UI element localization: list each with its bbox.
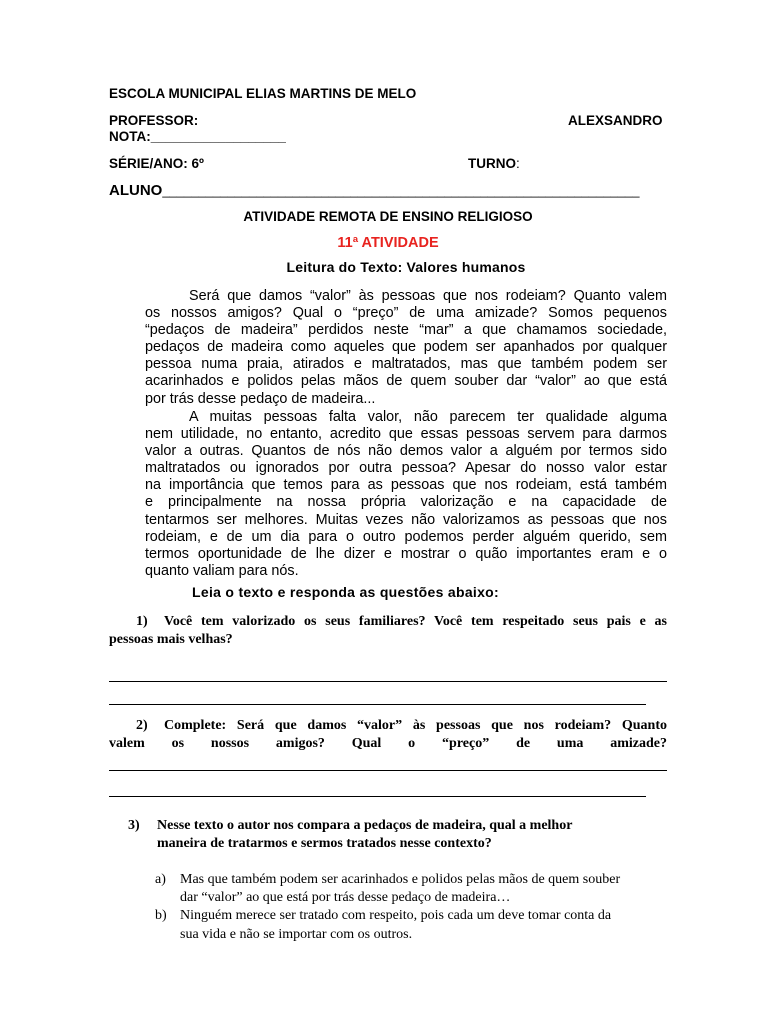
activity-number: 11ª ATIVIDADE bbox=[337, 235, 439, 251]
turno-colon: : bbox=[516, 156, 520, 171]
serie-ano-label: SÉRIE/ANO: 6º bbox=[109, 156, 204, 171]
text-line: por trás desse pedaço de madeira... bbox=[145, 390, 376, 407]
question-3-line-1: Nesse texto o autor nos compara a pedaços de madeira, qual a melhor bbox=[157, 818, 573, 833]
aluno-field[interactable] bbox=[109, 182, 640, 199]
text-line: valor a outras. Quantos de nós não demos valor a alguém por termos sido bbox=[145, 443, 667, 460]
text-line: termos oportunidade de lhe dizer e mostrar o quão importantes eram e o bbox=[145, 545, 667, 562]
school-name: ESCOLA MUNICIPAL ELIAS MARTINS DE MELO bbox=[109, 86, 417, 101]
answer-line[interactable] bbox=[109, 704, 646, 705]
turno-label: TURNO bbox=[468, 156, 516, 171]
question-1-line-1: Você tem valorizado os seus familiares? Você tem respeitado seus pais e as bbox=[164, 614, 667, 629]
activity-title: ATIVIDADE REMOTA DE ENSINO RELIGIOSO bbox=[243, 209, 533, 224]
turno-field[interactable] bbox=[468, 156, 520, 171]
question-3-number: 3) bbox=[128, 818, 140, 833]
text-line: pedaços de madeira como aqueles que podem ser apanhados por qualquer bbox=[145, 339, 667, 356]
answer-line[interactable] bbox=[109, 681, 667, 682]
question-2-number: 2) bbox=[136, 718, 148, 733]
text-line: nem utilidade, no entanto, acredito que essas pessoas servem para darmos bbox=[145, 426, 667, 443]
paragraph-1 bbox=[145, 288, 667, 408]
text-line: os nossos amigos? Qual o “preço” de uma amizade? Somos pequenos bbox=[145, 305, 667, 322]
text-line: “pedaços de madeira” perdidos neste “mar” a que chamamos sociedade, bbox=[145, 322, 667, 339]
paragraph-2 bbox=[145, 409, 667, 580]
text-line: tentarmos ser melhores. Muitas vezes não valorizamos as pessoas que nos bbox=[145, 511, 667, 528]
aluno-line: __________________________________________________________________ bbox=[162, 183, 640, 198]
text-line: rodeiam, e de um dia para o outro podemos perder alguém querido, sem bbox=[145, 528, 667, 545]
question-2-line-2: valem os nossos amigos? Qual o “preço” de uma amizade? bbox=[109, 736, 667, 751]
option-b-label: b) bbox=[155, 908, 167, 923]
option-a-line-1[interactable]: Mas que também podem ser acarinhados e polidos pelas mãos de quem souber bbox=[180, 872, 621, 887]
question-1-line-2: pessoas mais velhas? bbox=[109, 632, 233, 647]
text-line: na importância que temos para as pessoas que nos rodeiam, está também bbox=[145, 477, 667, 494]
option-a-line-2[interactable]: dar “valor” ao que está por trás desse pedaço de madeira… bbox=[180, 890, 511, 905]
text-line: pessoa numa praia, atirados e maltratados, mas que também podem ser bbox=[145, 356, 667, 373]
instructions: Leia o texto e responda as questões abaixo: bbox=[192, 584, 499, 600]
text-line: quanto valiam para nós. bbox=[145, 562, 299, 579]
professor-label: PROFESSOR: bbox=[109, 113, 199, 128]
answer-line[interactable] bbox=[109, 770, 667, 771]
text-line: A muitas pessoas falta valor, não parecem ter qualidade alguma bbox=[189, 409, 667, 425]
text-line: acarinhados e polidos pelas mãos de quem souber dar “valor” ao que está bbox=[145, 373, 667, 390]
option-b-line-2[interactable]: sua vida e não se importar com os outros. bbox=[180, 927, 413, 942]
text-line: maltratados ou ignorados por outra pessoa? Apesar do nosso valor estar bbox=[145, 460, 667, 477]
question-2-line-1: Complete: Será que damos “valor” às pessoas que nos rodeiam? Quanto bbox=[164, 718, 667, 733]
nota-field[interactable]: NOTA:__________________ bbox=[109, 129, 286, 144]
question-3-line-2: maneira de tratarmos e sermos tratados nesse contexto? bbox=[157, 836, 492, 851]
answer-line[interactable] bbox=[109, 796, 646, 797]
text-line: e principalmente na nossa própria valorização e na capacidade de bbox=[145, 494, 667, 511]
text-line: Será que damos “valor” às pessoas que nos rodeiam? Quanto valem bbox=[189, 288, 667, 304]
option-b-line-1[interactable]: Ninguém merece ser tratado com respeito, pois cada um deve tomar conta da bbox=[180, 908, 612, 923]
aluno-label: ALUNO bbox=[109, 182, 163, 199]
option-a-label: a) bbox=[155, 872, 166, 887]
professor-name: ALEXSANDRO bbox=[568, 113, 663, 128]
question-1-number: 1) bbox=[136, 614, 148, 629]
reading-title: Leitura do Texto: Valores humanos bbox=[286, 259, 526, 275]
